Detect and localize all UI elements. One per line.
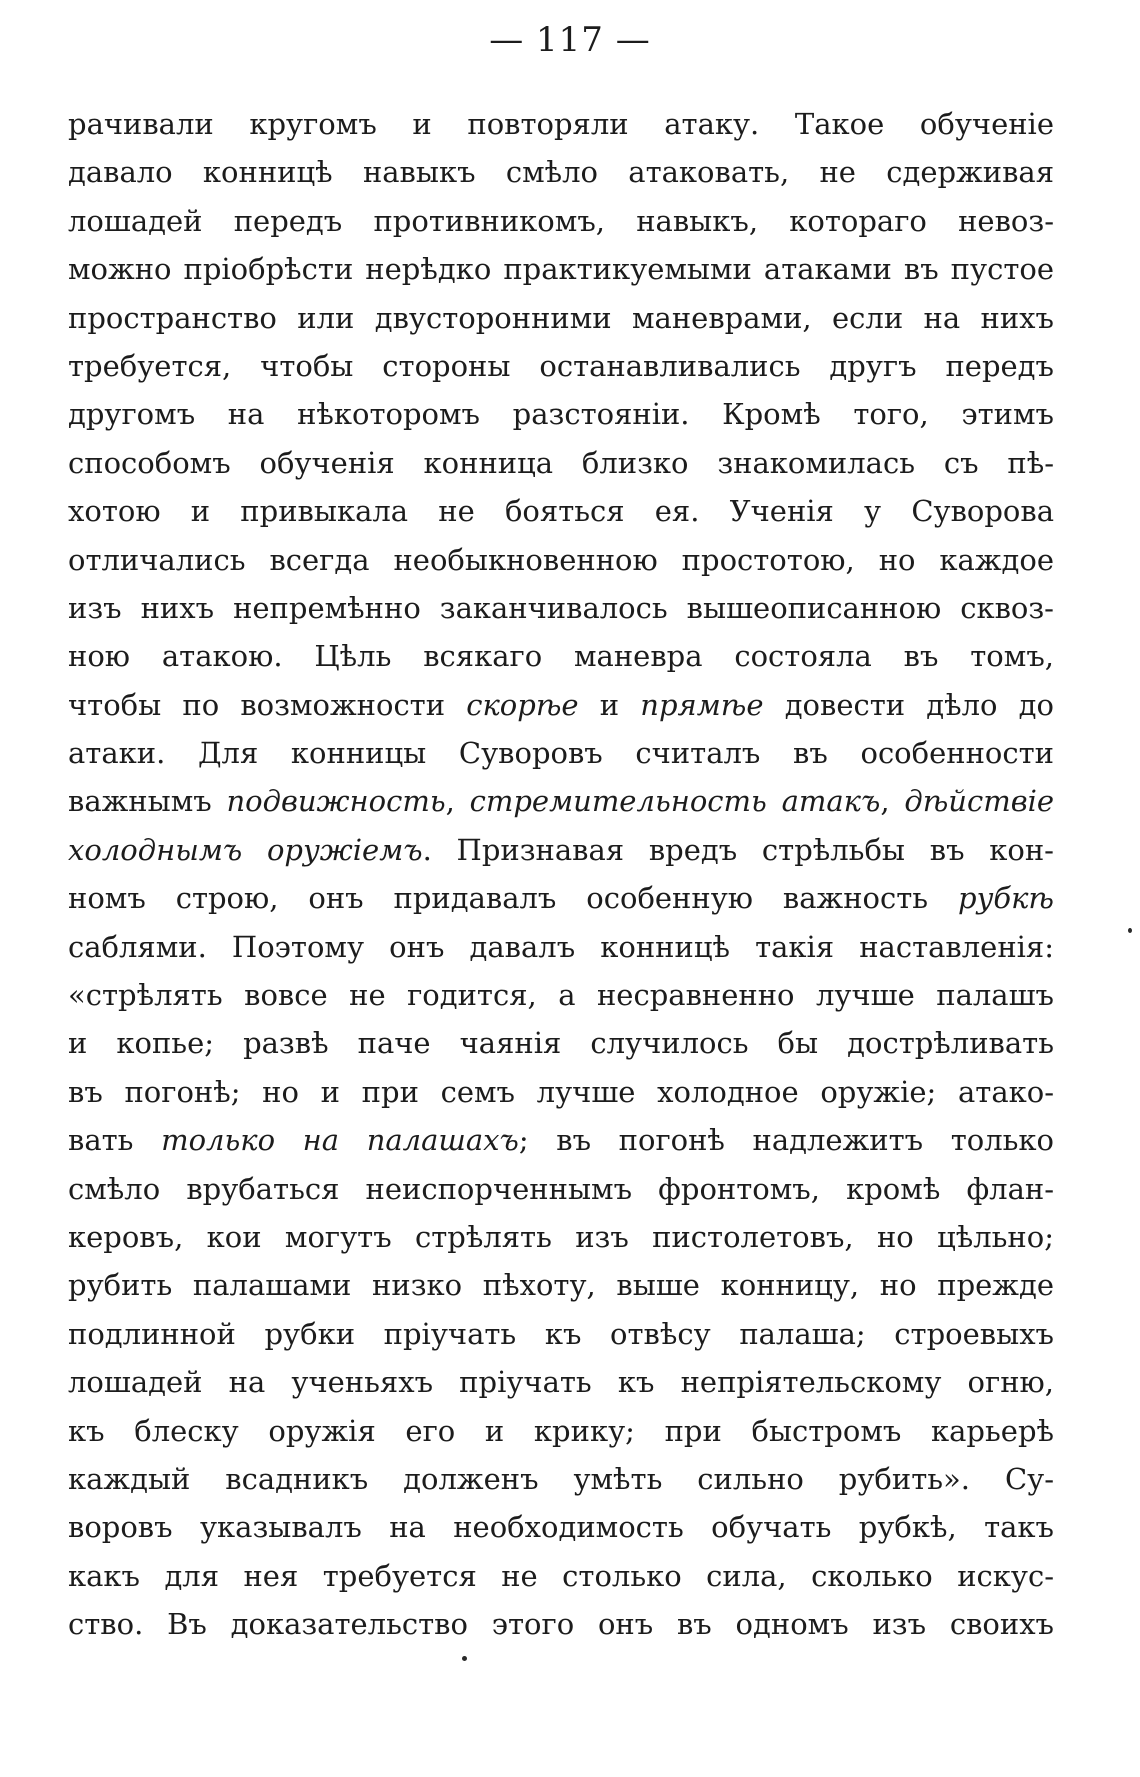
italic-text: дѣйствіе xyxy=(904,784,1054,819)
text-line xyxy=(68,584,1054,632)
text-segment: . Признавая вредъ стрѣльбы въ кон- xyxy=(422,832,1054,867)
text-segment: изъ нихъ непремѣнно заканчивалось вышеописанною сквоз- xyxy=(68,590,1054,625)
text-line xyxy=(68,1019,1054,1067)
text-line xyxy=(68,1116,1054,1164)
text-line xyxy=(68,1503,1054,1551)
text-segment: довести дѣло до xyxy=(763,687,1054,722)
text-segment: требуется, чтобы стороны останавливались другъ передъ xyxy=(68,348,1054,383)
text-segment: другомъ на нѣкоторомъ разстояніи. Кромѣ того, этимъ xyxy=(68,397,1054,432)
italic-text: скорѣе xyxy=(466,687,579,722)
text-segment: воровъ указывалъ на необходимость обучать рубкѣ, такъ xyxy=(68,1510,1054,1545)
text-segment: номъ строю, онъ придавалъ особенную важность xyxy=(68,881,958,916)
text-segment: и xyxy=(578,687,641,722)
text-line xyxy=(68,1068,1054,1116)
text-segment: , xyxy=(445,784,470,819)
text-segment: чтобы по возможности xyxy=(68,687,467,722)
text-segment: можно пріобрѣсти нерѣдко практикуемыми атаками въ пустое xyxy=(68,252,1054,287)
text-segment: пространство или двусторонними маневрами, если на нихъ xyxy=(68,300,1054,335)
text-line xyxy=(68,245,1054,293)
text-line xyxy=(68,1552,1054,1600)
text-line xyxy=(68,1455,1054,1503)
text-segment: рачивали кругомъ и повторяли атаку. Такое обученіе xyxy=(68,107,1054,141)
text-line xyxy=(68,342,1054,390)
text-segment: атаки. Для конницы Суворовъ считалъ въ особенности xyxy=(68,736,1054,771)
print-speck xyxy=(462,1656,467,1661)
text-segment: вать xyxy=(68,1123,162,1158)
text-segment: важнымъ xyxy=(68,784,227,819)
text-segment: способомъ обученія конница близко знакомилась съ пѣ- xyxy=(68,445,1054,480)
text-segment: въ погонѣ; но и при семъ лучше холодное оружіе; атако- xyxy=(68,1074,1054,1109)
text-segment: ною атакою. Цѣль всякаго маневра состояла въ томъ, xyxy=(68,639,1054,674)
text-segment: смѣло врубаться неиспорченнымъ фронтомъ, кромѣ флан- xyxy=(68,1171,1054,1206)
text-line xyxy=(68,632,1054,680)
italic-text: стремительность атакъ xyxy=(469,784,881,819)
text-line xyxy=(68,536,1054,584)
text-line xyxy=(68,826,1054,874)
text-line xyxy=(68,729,1054,777)
text-segment: подлинной рубки пріучать къ отвѣсу палаша; строевыхъ xyxy=(68,1316,1054,1351)
text-line xyxy=(68,1358,1054,1406)
text-line xyxy=(68,487,1054,535)
text-line xyxy=(68,197,1054,245)
text-line xyxy=(68,874,1054,922)
italic-text: прямѣе xyxy=(640,687,764,722)
text-segment: саблями. Поэтому онъ давалъ конницѣ такія наставленія: xyxy=(68,929,1054,964)
text-line xyxy=(68,390,1054,438)
text-line xyxy=(68,1600,1054,1648)
text-line xyxy=(68,1261,1054,1309)
print-speck xyxy=(1128,928,1132,933)
italic-text: только на палашахъ xyxy=(161,1123,519,1158)
text-segment: и копье; развѣ паче чаянія случилось бы дострѣливать xyxy=(68,1026,1054,1061)
text-line xyxy=(68,681,1054,729)
text-line xyxy=(68,777,1054,825)
text-segment: каждый всадникъ долженъ умѣть сильно рубить». Су- xyxy=(68,1461,1054,1496)
italic-text: подвижность xyxy=(226,784,446,819)
text-segment: «стрѣлять вовсе не годится, а несравненно лучше палашъ xyxy=(68,978,1054,1013)
text-line xyxy=(68,439,1054,487)
text-line xyxy=(68,1213,1054,1261)
text-segment: лошадей передъ противникомъ, навыкъ, котораго невоз- xyxy=(68,203,1054,238)
body-text xyxy=(68,100,1054,1649)
text-line xyxy=(68,1407,1054,1455)
text-line xyxy=(68,1165,1054,1213)
text-segment: хотою и привыкала не бояться ея. Ученія у Суворова xyxy=(68,494,1054,529)
text-line xyxy=(68,923,1054,971)
text-segment: керовъ, кои могутъ стрѣлять изъ пистолетовъ, но цѣльно; xyxy=(68,1219,1054,1254)
text-line xyxy=(68,148,1054,196)
text-line xyxy=(68,1310,1054,1358)
text-segment: ство. Въ доказательство этого онъ въ одномъ изъ своихъ xyxy=(68,1607,1054,1642)
text-line xyxy=(68,971,1054,1019)
text-segment: къ блеску оружія его и крику; при быстромъ карьерѣ xyxy=(68,1413,1054,1448)
text-line xyxy=(68,294,1054,342)
text-segment: , xyxy=(880,784,905,819)
text-segment: отличались всегда необыкновенною простотою, но каждое xyxy=(68,542,1054,577)
text-line xyxy=(68,100,1054,148)
italic-text: холоднымъ оружіемъ xyxy=(68,832,423,867)
text-segment: какъ для нея требуется не столько сила, сколько искус- xyxy=(68,1558,1054,1593)
text-segment: давало конницѣ навыкъ смѣло атаковать, не сдерживая xyxy=(68,155,1054,190)
text-segment: ; въ погонѣ надлежитъ только xyxy=(518,1123,1054,1158)
italic-text: рубкѣ xyxy=(958,881,1054,916)
page-number: — 117 — xyxy=(489,20,651,60)
text-segment: лошадей на ученьяхъ пріучать къ непріятельскому огню, xyxy=(68,1365,1054,1400)
text-segment: рубить палашами низко пѣхоту, выше конницу, но прежде xyxy=(68,1268,1054,1303)
